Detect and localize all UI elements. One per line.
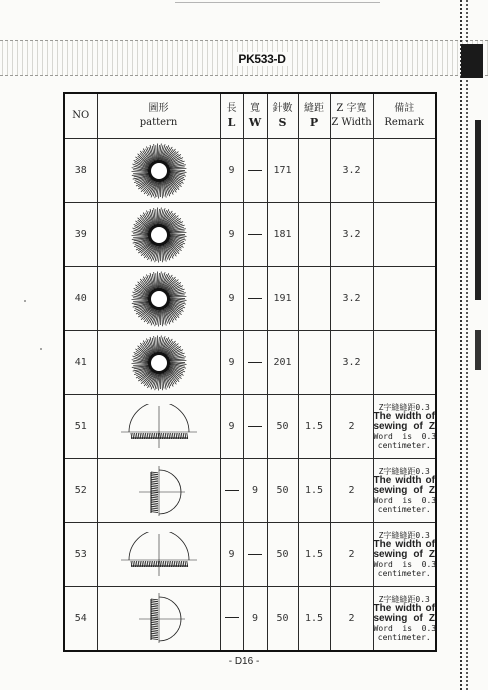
remark-line3: Word is 0.3 [373,623,437,633]
cell-pattern [97,203,220,267]
cell-no: 39 [64,203,97,267]
dash-mark [225,617,239,618]
scan-speck [24,300,26,302]
remark-line4: centimeter. [377,441,431,450]
cell-remark [373,267,436,331]
cell-no: 41 [64,331,97,395]
col-header-pitch: 縫距 P [298,93,330,139]
cell-z-width: 2 [330,587,373,651]
cell-pattern [97,395,220,459]
cell-no: 51 [64,395,97,459]
cell-width [243,395,267,459]
cell-pattern [97,587,220,651]
cell-no: 52 [64,459,97,523]
remark-line3: Word is 0.3 [373,432,437,441]
remark-line4: centimeter. [377,569,431,578]
page-number: - D16 - [228,656,260,667]
dash-mark [248,170,262,171]
cell-pattern [97,139,220,203]
remark-line3: Word is 0.3 [373,560,437,569]
cell-pattern [97,331,220,395]
cell-no: 54 [64,587,97,651]
cell-pitch: 1.5 [298,523,330,587]
cell-length: 9 [220,331,243,395]
remark-line1: Z字縫縫距0.3 [378,467,430,476]
cell-remark [373,395,436,459]
col-header-no: NO [64,93,97,139]
bartack-horizontal-pattern-icon [98,532,220,578]
cell-stitches: 50 [267,523,298,587]
table-row [64,459,436,523]
cell-length: 9 [220,267,243,331]
cell-pattern [97,267,220,331]
cell-stitches: 191 [267,267,298,331]
remark-line4: centimeter. [377,632,431,642]
cell-z-width: 3.2 [330,267,373,331]
table-row [64,587,436,651]
cell-width: 9 [243,459,267,523]
cell-no: 53 [64,523,97,587]
cell-z-width: 3.2 [330,139,373,203]
cell-pattern [97,523,220,587]
bartack-horizontal-pattern-icon [98,404,220,450]
cell-remark [373,587,436,651]
col-header-pattern: 圖形 pattern [97,93,220,139]
bartack-vertical-pattern-icon [98,591,220,645]
remark-line1: Z字縫縫距0.3 [378,594,430,604]
cell-width [243,203,267,267]
cell-pitch [298,267,330,331]
table-row [64,523,436,587]
cell-length: 9 [220,395,243,459]
dash-mark [248,554,262,555]
col-header-length: 長 L [220,93,243,139]
table-row [64,267,436,331]
cell-pitch [298,139,330,203]
cell-stitches: 50 [267,459,298,523]
page-title: PK533-D [233,52,291,66]
eyelet-pattern-icon [98,206,220,264]
cell-stitches: 50 [267,587,298,651]
cell-length [220,587,243,651]
cell-pitch: 1.5 [298,459,330,523]
remark-line2: The width of sewing of Z [373,411,435,432]
eyelet-pattern-icon [98,270,220,328]
cell-remark [373,459,436,523]
table-header-row [64,93,436,139]
remark-line1: Z字縫縫距0.3 [378,403,430,412]
remark-line4: centimeter. [377,505,431,514]
col-header-stitches: 針數 S [267,93,298,139]
cell-z-width: 3.2 [330,203,373,267]
cell-remark [373,139,436,203]
pattern-spec-table [63,92,437,652]
table-row [64,139,436,203]
dash-mark [225,490,239,491]
dash-mark [248,426,262,427]
remark-line3: Word is 0.3 [373,496,437,505]
table-row [64,331,436,395]
cell-remark [373,331,436,395]
col-header-z-width: Z 字寬 Z Width [330,93,373,139]
cell-pitch [298,203,330,267]
binding-edge [458,0,488,690]
table-row [64,395,436,459]
cell-remark [373,203,436,267]
dash-mark [248,362,262,363]
cell-remark [373,523,436,587]
cell-width [243,267,267,331]
eyelet-pattern-icon [98,142,220,200]
remark-line1: Z字縫縫距0.3 [378,531,430,540]
cell-z-width: 2 [330,523,373,587]
cell-stitches: 181 [267,203,298,267]
cell-z-width: 2 [330,395,373,459]
cell-no: 38 [64,139,97,203]
dash-mark [248,234,262,235]
cell-z-width: 2 [330,459,373,523]
cell-length: 9 [220,139,243,203]
cell-width [243,331,267,395]
cell-width: 9 [243,587,267,651]
remark-line2: The width of sewing of Z [373,475,435,496]
scan-speck [40,348,42,350]
remark-line2: The width of sewing of Z [373,539,435,560]
table-row [64,203,436,267]
cell-no: 40 [64,267,97,331]
cell-width [243,139,267,203]
cell-pitch: 1.5 [298,587,330,651]
scan-top-edge [0,0,488,8]
cell-length: 9 [220,203,243,267]
dash-mark [248,298,262,299]
bartack-vertical-pattern-icon [98,464,220,518]
cell-width [243,523,267,587]
remark-line2: The width of sewing of Z [373,602,435,624]
col-header-remark: 備註 Remark [373,93,436,139]
cell-length [220,459,243,523]
cell-pitch [298,331,330,395]
cell-length: 9 [220,523,243,587]
cell-stitches: 171 [267,139,298,203]
cell-stitches: 201 [267,331,298,395]
cell-pattern [97,459,220,523]
cell-stitches: 50 [267,395,298,459]
col-header-width: 寬 W [243,93,267,139]
cell-pitch: 1.5 [298,395,330,459]
cell-z-width: 3.2 [330,331,373,395]
eyelet-pattern-icon [98,334,220,392]
